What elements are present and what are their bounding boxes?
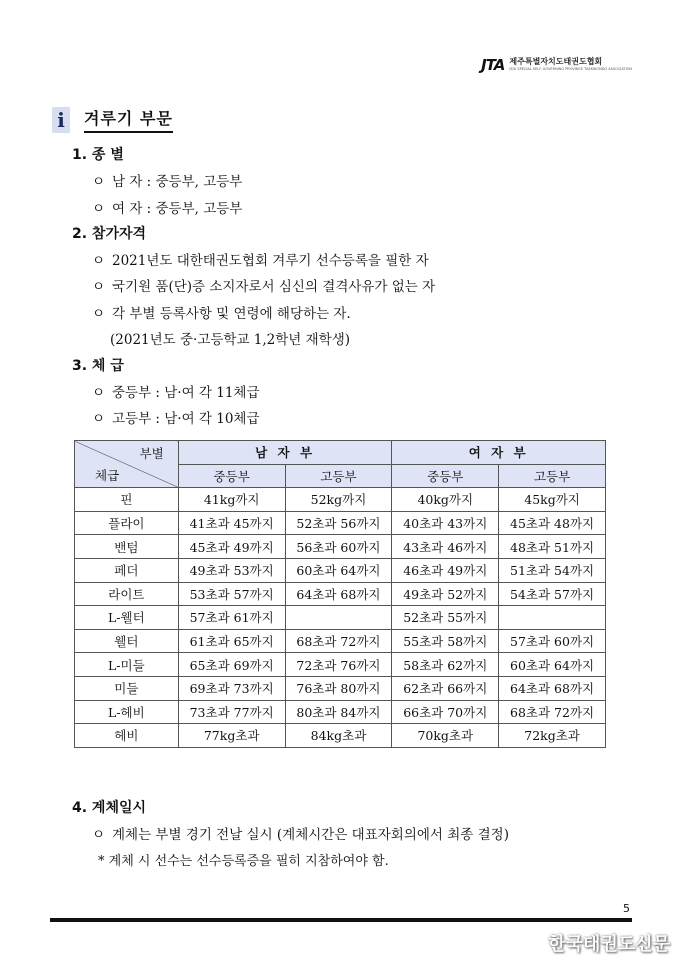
weight-limit-cell: 68초과 72까지 — [499, 700, 606, 724]
watermark: 한국태권도신문 — [548, 934, 670, 955]
section-heading — [52, 106, 173, 133]
table-row — [75, 535, 606, 559]
weight-limit-cell: 52초과 56까지 — [285, 511, 392, 535]
footer-rule — [50, 918, 632, 922]
item-high-school — [92, 407, 260, 427]
logo-sub: JEJU SPECIAL SELF-GOVERNING PROVINCE TAEKWONDO ASSOCIATION — [509, 67, 632, 72]
weight-limit-cell: 70kg초과 — [392, 724, 499, 748]
heading-eligibility: 2. 참가자격 — [72, 226, 147, 242]
weight-class-name: 핀 — [75, 488, 179, 512]
item-eligibility-3 — [92, 302, 351, 322]
weight-class-name: L-헤비 — [75, 700, 179, 724]
table-row — [75, 676, 606, 700]
weigh-in-note: * 계체 시 선수는 선수등록증을 필히 지참하여야 함. — [98, 854, 389, 869]
weight-limit-cell: 56초과 60까지 — [285, 535, 392, 559]
bullet: ㅇ — [92, 253, 106, 269]
weight-limit-cell: 54초과 57까지 — [499, 582, 606, 606]
weight-class-table — [74, 440, 606, 748]
table-header-row — [75, 441, 606, 465]
logo-mark: JTA — [481, 56, 505, 74]
weight-limit-cell: 60초과 64까지 — [285, 558, 392, 582]
item-text: 국기원 품(단)증 소지자로서 심신의 결격사유가 없는 자 — [112, 279, 436, 295]
weight-limit-cell: 72초과 76까지 — [285, 653, 392, 677]
female-division-header: 여 자 부 — [392, 441, 606, 465]
weight-limit-cell: 51초과 54까지 — [499, 558, 606, 582]
weight-limit-cell: 53초과 57까지 — [178, 582, 285, 606]
item-text: 각 부별 등록사항 및 연령에 해당하는 자. — [112, 306, 351, 322]
item-eligibility-2 — [92, 275, 435, 295]
weight-limit-cell: 48초과 51까지 — [499, 535, 606, 559]
weight-limit-cell: 80초과 84까지 — [285, 700, 392, 724]
item-text: 중등부 : 남·여 각 11체급 — [112, 385, 260, 401]
weight-limit-cell: 40kg까지 — [392, 488, 499, 512]
weight-limit-cell: 57초과 61까지 — [178, 606, 285, 630]
item-text: 계체는 부별 경기 전날 실시 (계체시간은 대표자회의에서 최종 결정) — [112, 827, 509, 843]
weight-limit-cell: 65초과 69까지 — [178, 653, 285, 677]
weight-limit-cell: 43초과 46까지 — [392, 535, 499, 559]
bullet: ㅇ — [92, 827, 106, 843]
male-division-header: 남 자 부 — [178, 441, 392, 465]
bullet: ㅇ — [92, 385, 106, 401]
item-weigh-in — [92, 823, 509, 843]
bullet: ㅇ — [92, 201, 106, 217]
weight-class-name: L-미들 — [75, 653, 179, 677]
weight-class-name: 페더 — [75, 558, 179, 582]
weight-limit-cell: 73초과 77까지 — [178, 700, 285, 724]
weight-limit-cell: 72kg초과 — [499, 724, 606, 748]
item-text: 여 자 : 중등부, 고등부 — [112, 201, 243, 217]
logo-name: 제주특별자치도태권도협회 — [509, 57, 603, 67]
jta-logo — [481, 56, 632, 74]
weight-limit-cell: 61초과 65까지 — [178, 629, 285, 653]
weight-limit-cell: 49초과 52까지 — [392, 582, 499, 606]
weight-limit-cell — [499, 606, 606, 630]
weight-class-name: 라이트 — [75, 582, 179, 606]
weight-limit-cell: 64초과 68까지 — [499, 676, 606, 700]
table-row — [75, 488, 606, 512]
heading-weight-class: 3. 체 급 — [72, 358, 124, 374]
item-male — [92, 170, 242, 190]
weight-limit-cell: 62초과 66까지 — [392, 676, 499, 700]
weight-limit-cell: 45초과 49까지 — [178, 535, 285, 559]
table-row — [75, 582, 606, 606]
weight-limit-cell: 41초과 45까지 — [178, 511, 285, 535]
table-row — [75, 700, 606, 724]
weight-limit-cell: 66초과 70까지 — [392, 700, 499, 724]
heading-weigh-in: 4. 계체일시 — [72, 800, 147, 816]
weight-limit-cell: 55초과 58까지 — [392, 629, 499, 653]
weight-limit-cell: 45kg까지 — [499, 488, 606, 512]
item-eligibility-1 — [92, 249, 429, 269]
weight-limit-cell: 68초과 72까지 — [285, 629, 392, 653]
weight-limit-cell: 60초과 64까지 — [499, 653, 606, 677]
table-row — [75, 606, 606, 630]
weight-class-name: L-웰터 — [75, 606, 179, 630]
weight-limit-cell: 41kg까지 — [178, 488, 285, 512]
table-row — [75, 653, 606, 677]
weight-limit-cell: 84kg초과 — [285, 724, 392, 748]
weight-limit-cell: 57초과 60까지 — [499, 629, 606, 653]
weight-limit-cell: 49초과 53까지 — [178, 558, 285, 582]
item-middle-school — [92, 381, 260, 401]
weight-limit-cell: 52kg까지 — [285, 488, 392, 512]
subheader-cell: 고등부 — [285, 464, 392, 488]
weight-limit-cell: 46초과 49까지 — [392, 558, 499, 582]
bullet: ㅇ — [92, 306, 106, 322]
bullet: ㅇ — [92, 411, 106, 427]
subheader-cell: 중등부 — [392, 464, 499, 488]
weight-limit-cell: 77kg초과 — [178, 724, 285, 748]
weight-limit-cell: 76초과 80까지 — [285, 676, 392, 700]
table-row — [75, 724, 606, 748]
table-row — [75, 629, 606, 653]
item-text: 2021년도 대한태권도협회 겨루기 선수등록을 필한 자 — [112, 253, 429, 269]
item-female — [92, 197, 242, 217]
weight-limit-cell: 52초과 55까지 — [392, 606, 499, 630]
corner-bottom-label: 체급 — [95, 468, 120, 484]
weight-limit-cell: 40초과 43까지 — [392, 511, 499, 535]
subheader-cell: 중등부 — [178, 464, 285, 488]
heading-division: 1. 종 별 — [72, 147, 124, 163]
weight-class-name: 웰터 — [75, 629, 179, 653]
weight-class-name: 미들 — [75, 676, 179, 700]
weight-class-name: 헤비 — [75, 724, 179, 748]
weight-limit-cell: 64초과 68까지 — [285, 582, 392, 606]
weight-limit-cell — [285, 606, 392, 630]
weight-class-name: 밴텀 — [75, 535, 179, 559]
section-title: 겨루기 부문 — [84, 106, 173, 133]
weight-limit-cell: 45초과 48까지 — [499, 511, 606, 535]
table-corner-cell — [75, 441, 179, 488]
bullet: ㅇ — [92, 174, 106, 190]
item-text: 남 자 : 중등부, 고등부 — [112, 174, 243, 190]
corner-top-label: 부별 — [139, 446, 164, 461]
weight-limit-cell: 69초과 73까지 — [178, 676, 285, 700]
item-text: 고등부 : 남·여 각 10체급 — [112, 411, 260, 427]
page-number: 5 — [623, 902, 630, 915]
subheader-cell: 고등부 — [499, 464, 606, 488]
bullet: ㅇ — [92, 279, 106, 295]
weight-class-name: 플라이 — [75, 511, 179, 535]
table-row — [75, 511, 606, 535]
table-row — [75, 558, 606, 582]
weight-limit-cell: 58초과 62까지 — [392, 653, 499, 677]
section-icon: i — [52, 107, 70, 133]
eligibility-note: (2021년도 중·고등학교 1,2학년 재학생) — [110, 332, 351, 348]
